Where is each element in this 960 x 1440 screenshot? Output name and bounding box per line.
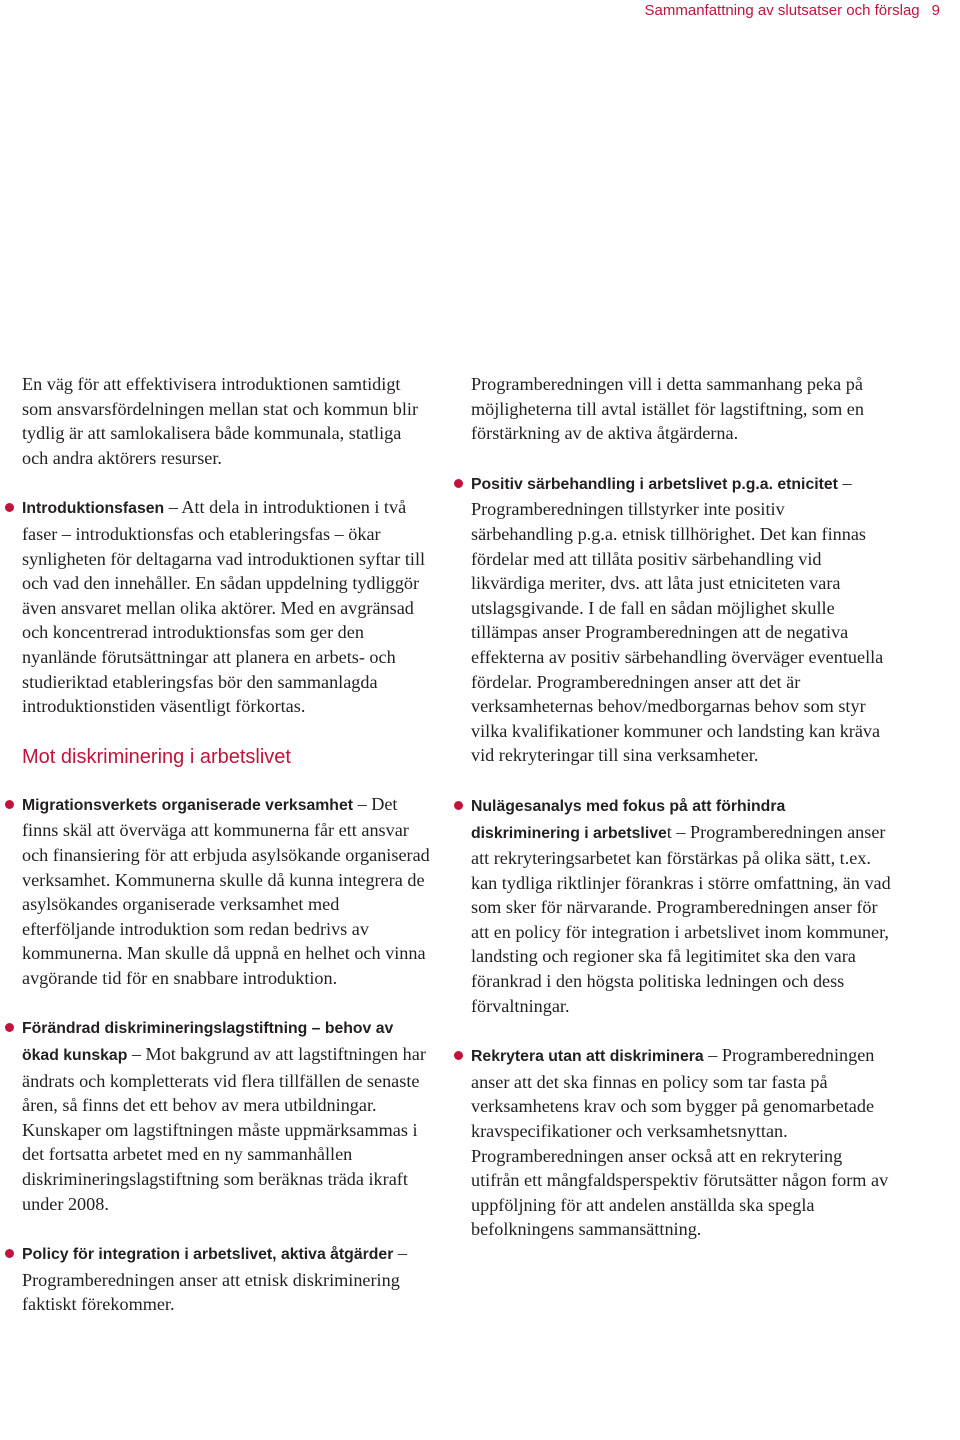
list-item-lagstiftning bbox=[22, 1015, 432, 1216]
item-lead: Rekrytera utan att diskriminera bbox=[471, 1048, 704, 1066]
list-item-sarbehandling bbox=[471, 471, 891, 768]
item-body: – Att dela in introduktionen i två faser – introduktionsfas och etableringsfas – ökar synligheten för deltagarna vad introduktionen syftar till och vad den innehåller. En sådan uppdelning tydliggör även ansvaret mellan olika aktörer. Med en avgränsad och koncentrerad introduktionsfas som ger den nyanlände förutsättningar att planera en arbets- och studieriktad etableringsfas bör den sammanlagda introduktionstiden väsentligt förkortas. bbox=[22, 497, 426, 717]
intro-paragraph: Programberedningen vill i detta sammanhang peka på möjligheterna till avtal istället för lagstiftning, som en förstärkning av de aktiva åtgärderna. bbox=[471, 374, 864, 444]
running-header bbox=[645, 0, 940, 24]
section-heading: Mot diskriminering i arbetslivet bbox=[22, 745, 291, 768]
item-lead: Nulägesanalys med fokus på att förhindra diskriminering i arbetslive bbox=[471, 797, 786, 842]
running-title: Sammanfattning av slutsatser och förslag bbox=[644, 2, 920, 19]
list-item-policy bbox=[22, 1241, 432, 1317]
right-column bbox=[471, 372, 891, 1267]
bullet-icon bbox=[5, 1249, 14, 1258]
item-body: – Programberedningen anser att det ska finnas en policy som tar fasta på verksamhetens krav och som bygger på genomarbetade kravspecifikationer och verksamhetsnyttan. Programberedningen anser också att en rekrytering utifrån ett mångfaldsperspektiv förutsätter någon form av uppföljning för att andelen anställda ska spegla befolkningens sammansättning. bbox=[471, 1045, 889, 1240]
bullet-icon bbox=[454, 479, 463, 488]
left-column bbox=[22, 372, 432, 1342]
item-body: – Programberedningen anser att etnisk diskriminering faktiskt förekommer. bbox=[22, 1243, 407, 1315]
item-body: t – Programberedningen anser att rekryteringsarbetet kan förstärkas på olika sätt, t.ex. kan tydliga riktlinjer förankras i större omfattning, än vad som sker för närvarande. Programberedningen anser för att en policy för integration i arbetslivet inom kommuner, landsting och regioner ska få legitimitet ska den vara förankrad i den högsta politiska ledningen och dess förvaltningar. bbox=[471, 821, 891, 1016]
item-lead: Introduktionsfasen bbox=[22, 500, 165, 518]
item-body: – Programberedningen tillstyrker inte positiv särbehandling p.g.a. etnisk tillhörighet. Det kan finnas fördelar med att tillåta positiv särbehandling vid likvärdiga meriter, dvs. att låta just etniciteten vara utslagsgivande. I de fall en sådan möjlighet skulle tillämpas anser Programberedningen att de negativa effekterna av positiv särbehandling överväger eventuella fördelar. Programberedningen anser att det är verksamheternas behov/medborgarnas behov som styr vilka kvalifikationer kommuner och landsting kan kräva vid rekryteringar till sina verksamheter. bbox=[471, 472, 884, 766]
item-lead: Positiv särbehandling i arbetslivet p.g.a. etnicitet bbox=[471, 475, 838, 493]
item-lead: Förändrad diskrimineringslagstiftning – behov av ökad kunskap bbox=[22, 1020, 394, 1065]
bullet-icon bbox=[5, 1023, 14, 1032]
page-number: 9 bbox=[931, 2, 940, 19]
bullet-icon bbox=[5, 503, 14, 512]
item-lead: Policy för integration i arbetslivet, aktiva åtgärder bbox=[22, 1246, 394, 1264]
item-body: – Mot bakgrund av att lagstiftningen har ändrats och kompletterats vid flera tillfällen de senaste åren, så finns det ett behov av mera utbildningar. Kunskaper om lagstiftningen måste uppmärksammas i det fortsatta arbetet med en ny sammanhållen diskrimineringslagstiftning som beräknas träda ikraft under 2008. bbox=[22, 1044, 426, 1214]
list-item-migrationsverket bbox=[22, 792, 432, 991]
list-item-nulagesanalys bbox=[471, 793, 891, 1018]
intro-paragraph: En väg för att effektivisera introduktionen samtidigt som ansvarsfördelningen mellan stat och kommun blir tydlig är att samlokalisera både kommunala, statliga och andra aktörers resurser. bbox=[22, 374, 419, 468]
bullet-icon bbox=[5, 800, 14, 809]
list-item-introduktionsfasen bbox=[22, 495, 432, 718]
item-body: – Det finns skäl att överväga att kommunerna får ett ansvar och finansiering för att erbjuda asylsökande organiserad verksamhet. Kommunerna skulle då kunna integrera de asylsökandes organiserade verksamhet med efterföljande introduktion som redan bedrivs av kommunerna. Man skulle då uppnå en helhet och vinna avgörande tid för en snabbare introduktion. bbox=[22, 793, 430, 988]
bullet-icon bbox=[454, 801, 463, 810]
bullet-icon bbox=[454, 1051, 463, 1060]
item-lead: Migrationsverkets organiserade verksamhet bbox=[22, 796, 354, 814]
list-item-rekrytera bbox=[471, 1043, 891, 1242]
